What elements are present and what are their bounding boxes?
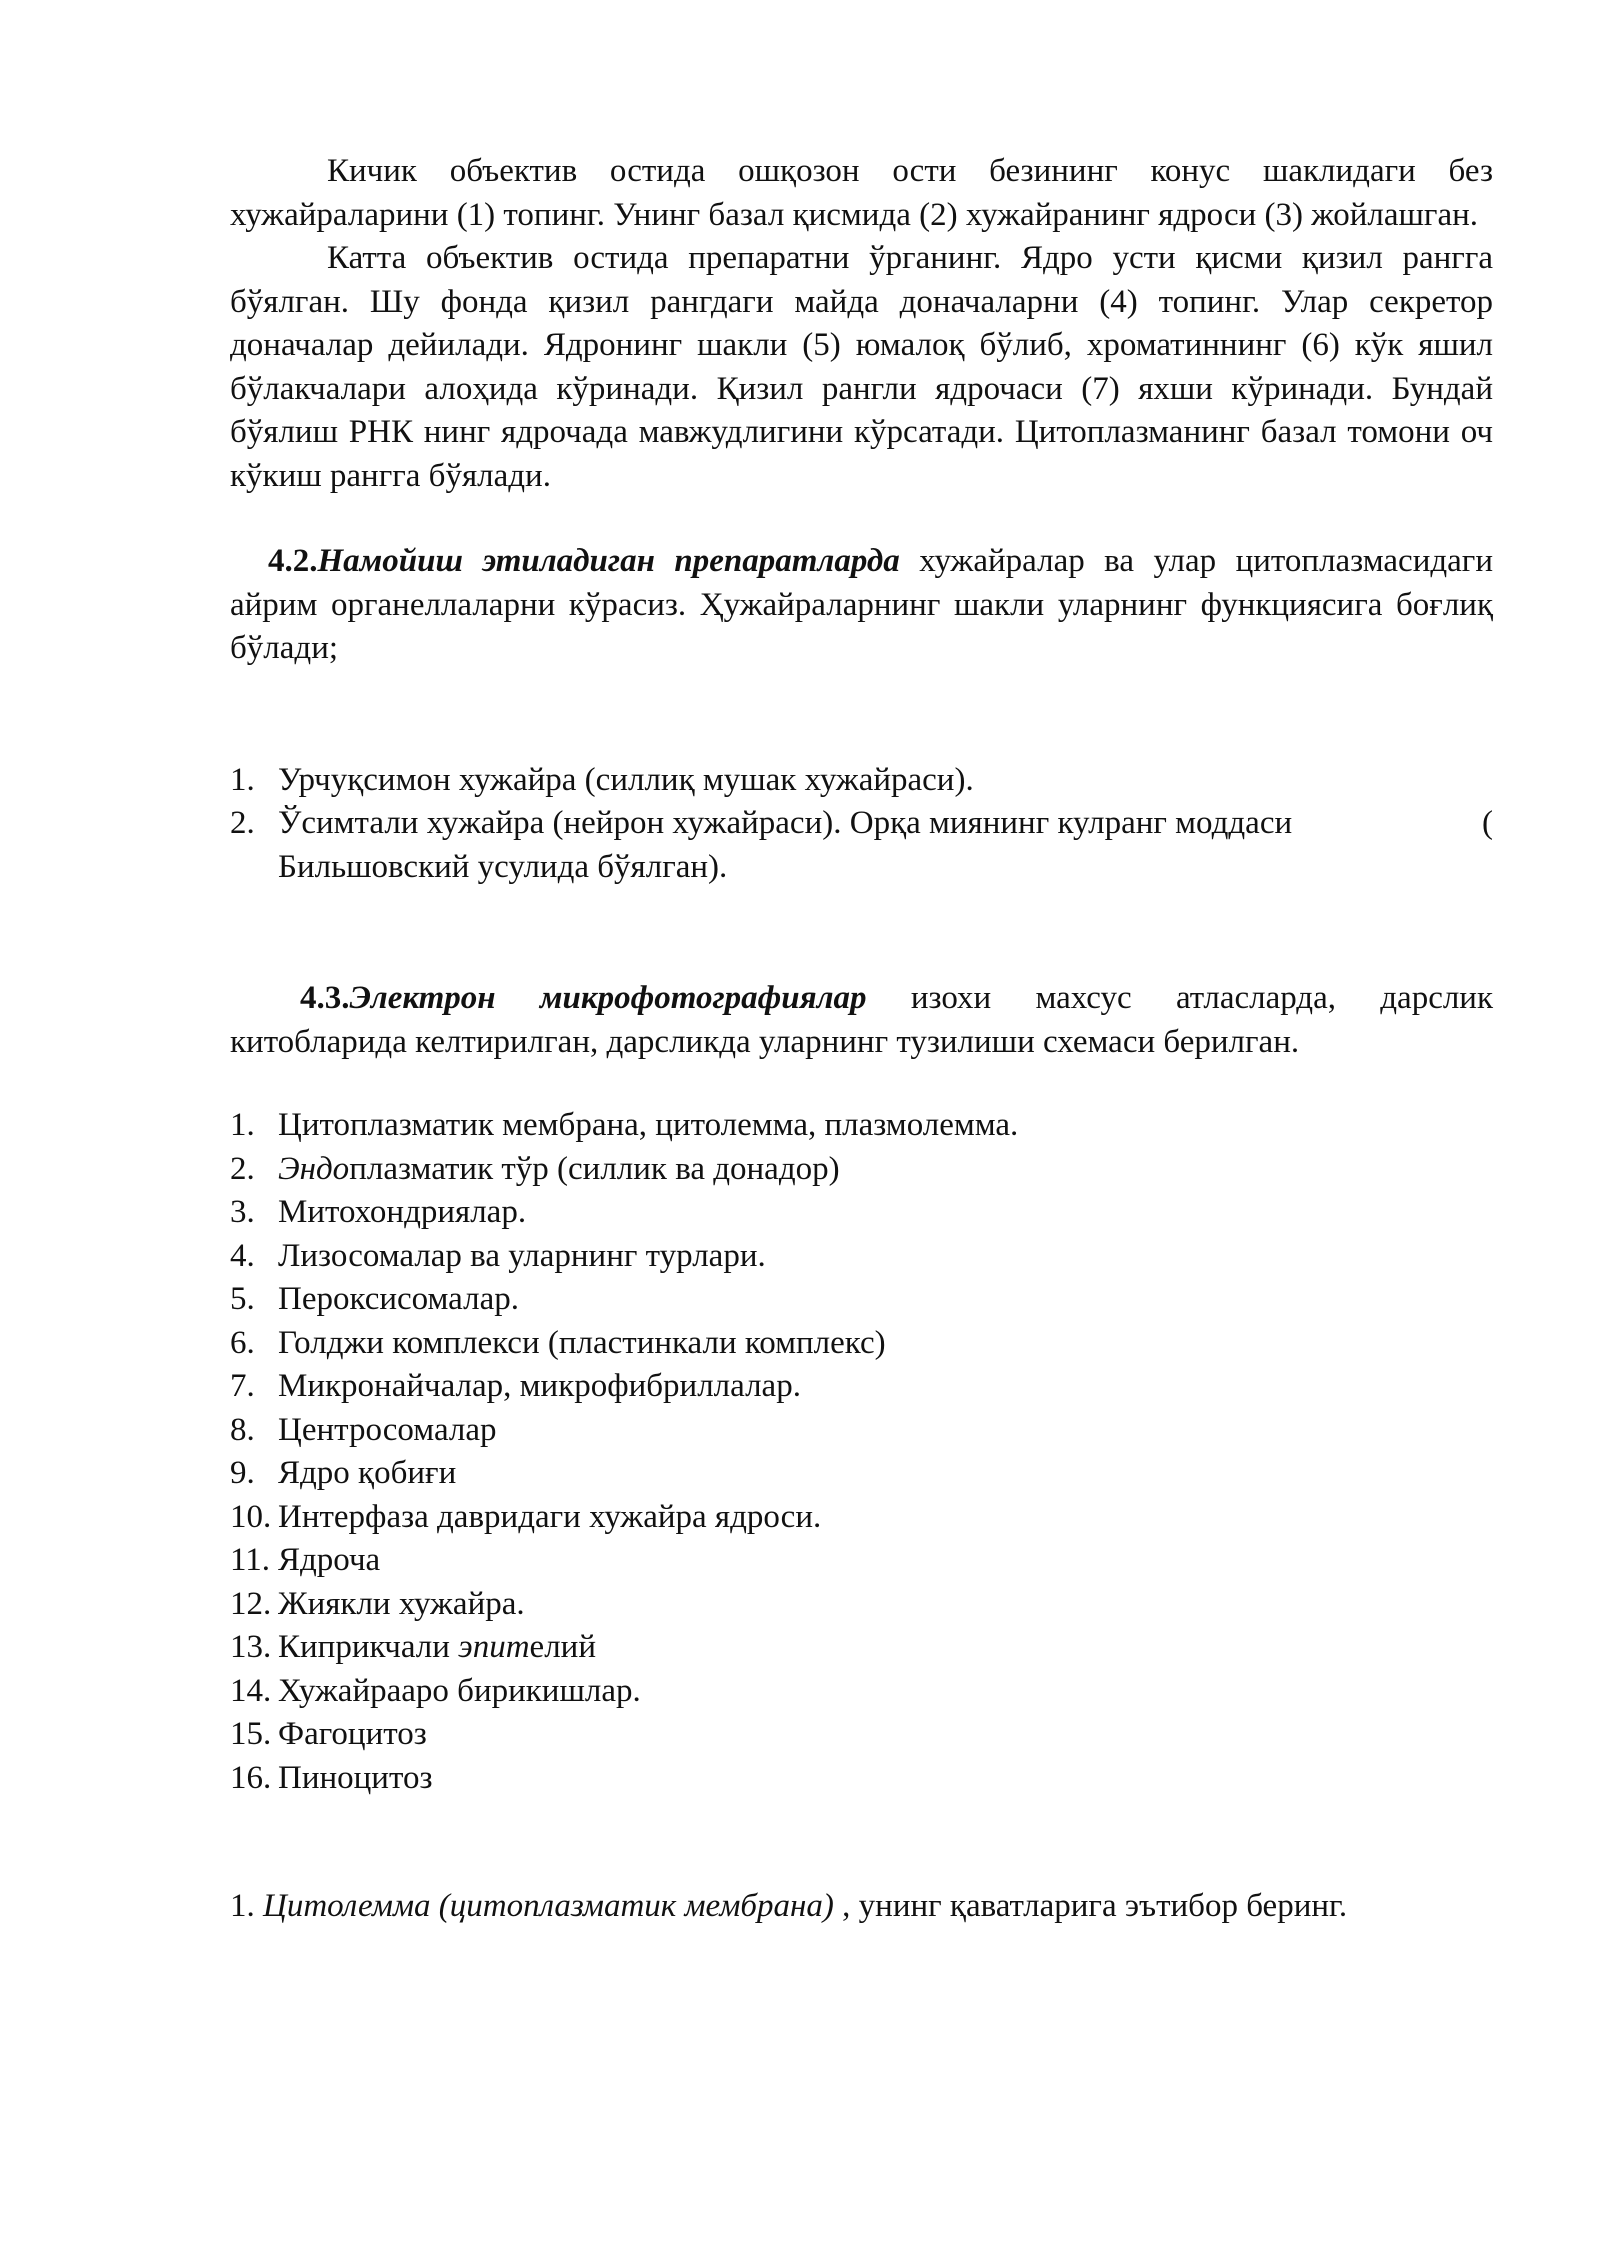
list-item-number: 9. [230,1455,255,1491]
list-item-number: 14. [230,1672,272,1709]
list-item-number: 5. [230,1281,255,1317]
section-4-2-list [230,759,1493,890]
list-item-number: 11. [230,1542,271,1578]
list-item-number: 8. [230,1411,255,1448]
list-item-text: Микронайчалар, микрофибриллалар. [278,1368,801,1404]
list-item [230,1757,1493,1801]
final-italic-term: Цитолемма (цитоплазматик мембрана) [263,1888,834,1924]
section-4-3-paragraph [230,977,1493,1064]
list-item-number: 7. [230,1368,255,1404]
list-item-text: Голджи комплекси (пластинкали комплекс) [278,1324,886,1361]
list-item [230,1452,1493,1496]
list-item-number: 2. [230,1150,255,1187]
list-item-text: Урчуқсимон хужайра (силлиқ мушак хужайраси). [278,761,974,798]
section-4-2-title: Намойиш этиладиган препаратларда [317,543,900,579]
list-item-text: Центросомалар [278,1411,497,1448]
list-item [230,1365,1493,1409]
section-4-3-list [230,1104,1493,1800]
list-item-number: 10. [230,1498,272,1535]
list-item [230,1278,1493,1322]
list-item-text: Интерфаза давридаги хужайра ядроси. [278,1498,822,1535]
list-item-number: 6. [230,1324,255,1361]
list-item-text-end: ( [1482,805,1493,841]
list-item [230,1496,1493,1540]
list-item [230,1191,1493,1235]
section-4-3-title: Электрон микрофотографиялар [349,980,867,1016]
list-item-text-after: елий [529,1629,596,1665]
list-item [230,1148,1493,1192]
list-item-text: Фагоцитоз [278,1716,427,1752]
list-item [230,1670,1493,1714]
list-item-text: Ўсимтали хужайра (нейрон хужайраси). Орқа миянинг кулранг моддаси [278,805,1293,841]
final-number: 1. [230,1888,263,1924]
list-item-number: 3. [230,1194,255,1230]
final-paragraph [230,1885,1493,1929]
list-item-text-continued: Бильшовский усулида бўялган). [278,848,728,885]
list-item [230,1409,1493,1453]
section-4-2-text: хужайралар ва улар цитоплазмасидаги айрим органеллаларни кўрасиз. Ҳужайраларнинг шакли уларнинг функциясига боғлиқ бўлади; [230,543,1493,666]
list-item-text: Пиноцитоз [278,1759,433,1796]
list-item [230,1104,1493,1148]
intro-paragraph-2: Катта объектив остида препаратни ўрганинг. Ядро усти қисми қизил рангга бўялган. Шу фонда қизил рангдаги майда доначаларни (4) топинг. Улар секретор доначалар дейилади. Ядронинг шакли (5) юмалоқ бўлиб, хроматиннинг (6) кўк яшил бўлакчалари алоҳида кўринади. Қизил рангли ядрочаси (7) яхши кўринади. Бундай бўялиш РНК нинг ядрочада мавжудлигини кўрсатади. Цитоплазманинг базал томони оч кўкиш рангга бўялади. [230,240,1493,494]
list-item-text: Митохондриялар. [278,1194,527,1230]
list-item-text: Жиякли хужайра. [278,1585,525,1622]
list-item-number: 2. [230,805,255,841]
list-item [230,1583,1493,1627]
list-item-text: Киприкчали [278,1629,459,1665]
list-item-number: 16. [230,1759,272,1796]
list-item [230,1235,1493,1279]
list-item-number: 12. [230,1585,272,1622]
intro-paragraph-1: Кичик объектив остида ошқозон ости безининг конус шаклидаги без хужайраларини (1) топинг. Унинг базал қисмида (2) хужайранинг ядроси (3) жойлашган. [230,153,1493,233]
list-item [230,1713,1493,1757]
document-page [230,150,1493,1929]
list-item-text-italic: эпит [458,1629,530,1665]
list-item-number: 15. [230,1716,272,1752]
list-item [230,802,1493,889]
section-4-2-number: 4.2. [268,543,318,579]
list-item-number: 1. [230,1107,255,1143]
list-item-text-italic: Эндо [278,1150,350,1187]
final-text: , унинг қаватларига эътибор беринг. [833,1888,1348,1924]
section-4-3-text: изохи махсус атласларда, дарслик китобларида келтирилган, дарсликда уларнинг тузилиши схемаси берилган. [230,980,1494,1060]
section-4-2-paragraph [230,540,1493,671]
list-item-text: Цитоплазматик мембрана, цитолемма, плазмолемма. [278,1107,1019,1143]
list-item-text: Ядро қобиғи [278,1455,457,1491]
list-item [230,1626,1493,1670]
list-item-text: Пероксисомалар. [278,1281,519,1317]
list-item-text: плазматик тўр (силлик ва донадор) [349,1150,840,1187]
list-item [230,1539,1493,1583]
list-item-text: Лизосомалар ва уларнинг турлари. [278,1237,766,1274]
list-item [230,759,1493,803]
list-item-number: 1. [230,761,255,798]
list-item-number: 4. [230,1237,255,1274]
list-item-number: 13. [230,1629,272,1665]
section-4-3-number: 4.3. [300,980,350,1016]
list-item [230,1322,1493,1366]
list-item-text: Ядроча [278,1542,381,1578]
list-item-text: Хужайрааро бирикишлар. [278,1672,641,1709]
